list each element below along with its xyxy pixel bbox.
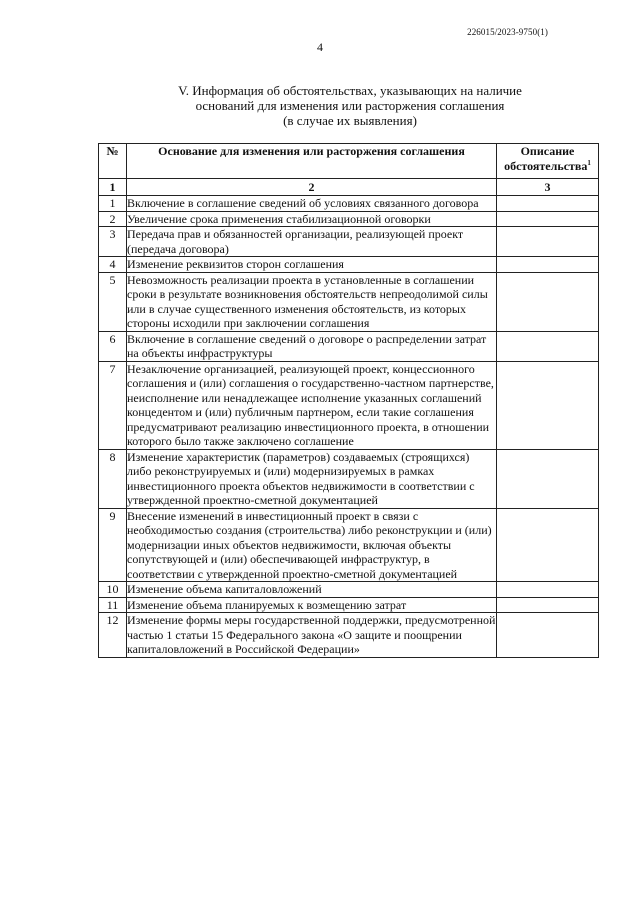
column-header-basis — [127, 144, 497, 179]
column-header-basis-text: Основание для изменения или расторжения соглашения — [158, 144, 465, 158]
column-header-description-line-2 — [497, 159, 598, 174]
table-row — [99, 613, 599, 658]
row-basis: Изменение формы меры государственной поддержки, предусмотренной частью 1 статьи 15 Федерального закона «О защите и поощрении капиталовложений в Российской Федерации» — [127, 613, 496, 656]
table-row — [99, 196, 599, 212]
row-basis: Изменение объема капиталовложений — [127, 582, 497, 598]
column-index-1: 1 — [99, 179, 127, 196]
column-header-description-word: обстоятельства — [504, 158, 588, 173]
row-basis: Изменение объема планируемых к возмещению затрат — [127, 597, 497, 613]
row-description — [497, 361, 599, 449]
row-basis: Изменение характеристик (параметров) создаваемых (строящихся) либо реконструируемых и (или) модернизируемых в рамках инвестиционного проекта объектов недвижимости в соответствии с утвержденной проектно-сметной документацией — [127, 449, 497, 508]
table-header-row — [99, 144, 599, 179]
row-basis: Изменение реквизитов сторон соглашения — [127, 257, 497, 273]
row-number: 7 — [99, 361, 127, 449]
row-number: 12 — [99, 613, 127, 658]
column-index-3: 3 — [497, 179, 599, 196]
row-basis: Передача прав и обязанностей организации, реализующей проект (передача договора) — [127, 227, 497, 257]
row-description — [497, 227, 599, 257]
section-title-line-1: V. Информация об обстоятельствах, указывающих на наличие — [178, 83, 522, 98]
table-row — [99, 508, 599, 582]
table-row — [99, 211, 599, 227]
table-row — [99, 597, 599, 613]
row-description — [497, 272, 599, 331]
row-description — [497, 257, 599, 273]
column-index-row — [99, 179, 599, 196]
footnote-marker: 1 — [587, 158, 591, 167]
page-number: 4 — [317, 40, 323, 54]
table-row — [99, 257, 599, 273]
document-number: 226015/2023-9750(1) — [467, 27, 548, 37]
row-number: 8 — [99, 449, 127, 508]
row-number: 3 — [99, 227, 127, 257]
row-basis: Увеличение срока применения стабилизационной оговорки — [127, 211, 497, 227]
row-basis: Включение в соглашение сведений об условиях связанного договора — [127, 196, 497, 212]
table-row — [99, 361, 599, 449]
row-number: 4 — [99, 257, 127, 273]
row-description — [497, 582, 599, 598]
table-row — [99, 331, 599, 361]
row-description — [497, 597, 599, 613]
column-header-description-line-1: Описание — [520, 144, 575, 158]
table-row — [99, 449, 599, 508]
table-row — [99, 272, 599, 331]
section-title-line-3: (в случае их выявления) — [283, 113, 417, 128]
row-number: 9 — [99, 508, 127, 582]
table-row — [99, 582, 599, 598]
grounds-table — [98, 143, 599, 658]
row-number: 6 — [99, 331, 127, 361]
section-title-line-2: оснований для изменения или расторжения соглашения — [195, 98, 505, 113]
row-description — [497, 508, 599, 582]
section-title — [80, 83, 620, 128]
row-description — [497, 196, 599, 212]
row-basis: Невозможность реализации проекта в установленные в соглашении сроки в результате возникновения обстоятельств непреодолимой силы или в случае существенного изменения обстоятельств, из которых стороны исходили при заключении соглашения — [127, 272, 497, 331]
row-number: 10 — [99, 582, 127, 598]
row-description — [497, 613, 599, 658]
row-number: 5 — [99, 272, 127, 331]
column-header-description — [497, 144, 599, 179]
row-basis: Незаключение организацией, реализующей проект, концессионного соглашения и (или) соглашения о государственно-частном партнерстве, неисполнение или ненадлежащее исполнение указанных соглашений концедентом и (или) публичным партнером, если такие соглашения предусматривают реализацию инвестиционного проекта, в отношении которого было также заключено соглашение — [127, 361, 497, 449]
row-description — [497, 449, 599, 508]
row-basis: Внесение изменений в инвестиционный проект в связи с необходимостью создания (строительства) либо реконструкции и (или) модернизации иных объектов недвижимости, включая объекты сопутствующей и (или) обеспечивающей инфраструктур, в соответствии с утвержденной проектно-сметной документацией — [127, 508, 497, 582]
row-number: 2 — [99, 211, 127, 227]
table-row — [99, 227, 599, 257]
row-number: 1 — [99, 196, 127, 212]
row-basis: Включение в соглашение сведений о договоре о распределении затрат на объекты инфраструктуры — [127, 331, 497, 361]
column-header-number: № — [99, 144, 127, 179]
row-description — [497, 331, 599, 361]
column-index-2: 2 — [127, 179, 497, 196]
row-description — [497, 211, 599, 227]
row-number: 11 — [99, 597, 127, 613]
